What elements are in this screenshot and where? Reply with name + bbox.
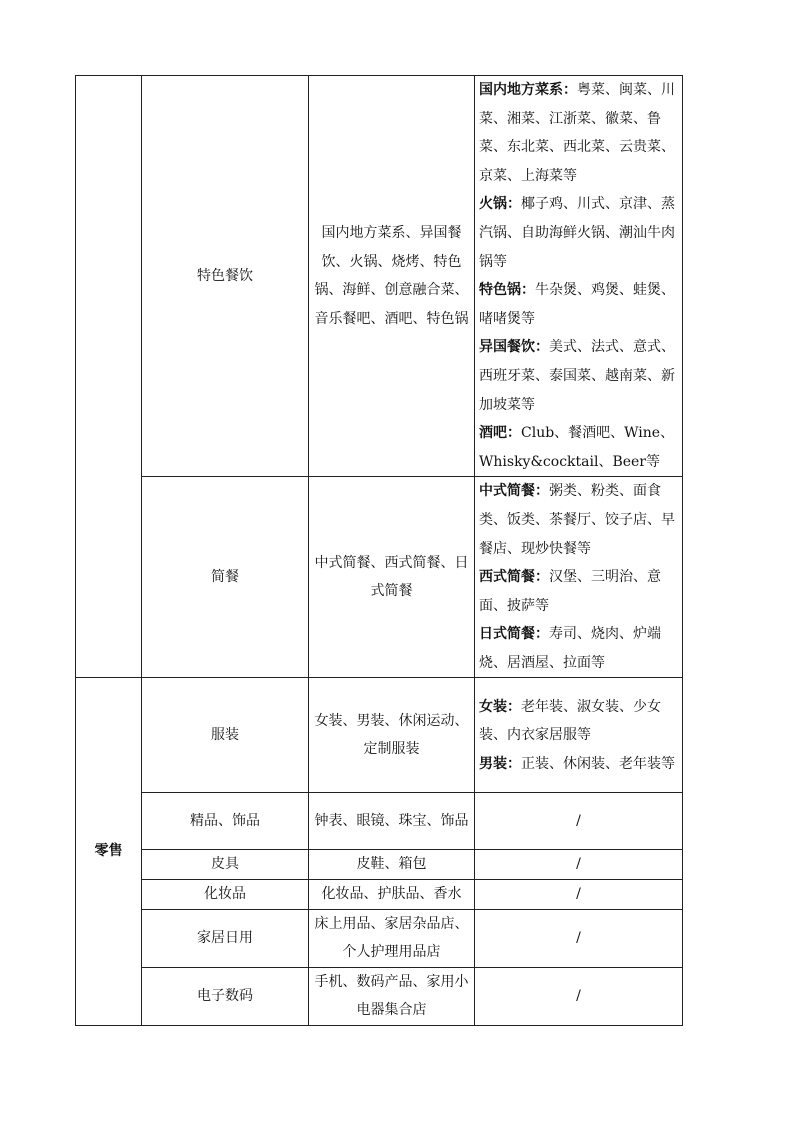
detail-label: 火锅 (479, 196, 507, 213)
subcategory-cell: 服装 (142, 678, 309, 793)
detail-paragraph (479, 190, 678, 276)
detail-cell: / (475, 909, 683, 967)
detail-text: 粥类、粉类、面食类、饭类、茶餐厅、饺子店、早餐店、现炒快餐等 (479, 483, 675, 557)
subcategory-cell: 皮具 (142, 850, 309, 880)
detail-label: 国内地方菜系 (479, 82, 563, 98)
scope-cell: 床上用品、家居杂品店、个人护理用品店 (309, 909, 475, 967)
table-row (76, 76, 683, 477)
category-cell-retail: 零售 (76, 678, 142, 1026)
table-row (76, 850, 683, 880)
detail-sep: ： (521, 282, 535, 299)
detail-sep: ： (507, 196, 521, 213)
category-cell-dining (76, 76, 142, 678)
detail-label: 异国餐饮 (479, 339, 535, 356)
detail-cell: / (475, 880, 683, 910)
detail-paragraph (479, 750, 678, 779)
subcategory-cell: 化妆品 (142, 880, 309, 910)
detail-text: 粤菜、闽菜、川菜、湘菜、江浙菜、徽菜、鲁菜、东北菜、西北菜、云贵菜、京菜、上海菜等 (479, 82, 675, 184)
detail-text: 美式、法式、意式、西班牙菜、泰国菜、越南菜、新加坡菜等 (479, 339, 675, 413)
scope-cell: 手机、数码产品、家用小电器集合店 (309, 967, 475, 1025)
detail-paragraph (479, 276, 678, 333)
detail-label: 女装 (479, 698, 507, 715)
detail-paragraph (479, 693, 678, 750)
scope-cell: 皮鞋、箱包 (309, 850, 475, 880)
detail-paragraph (479, 419, 678, 476)
detail-sep: ： (535, 626, 549, 643)
scope-cell: 中式简餐、西式简餐、日式简餐 (309, 477, 475, 678)
detail-sep: ： (535, 569, 549, 586)
detail-paragraph (479, 76, 678, 190)
detail-label: 中式简餐 (479, 483, 535, 500)
detail-cell: / (475, 967, 683, 1025)
table-row (76, 967, 683, 1025)
scope-cell: 国内地方菜系、异国餐饮、火锅、烧烤、特色锅、海鲜、创意融合菜、音乐餐吧、酒吧、特色锅 (309, 76, 475, 477)
detail-sep: ： (507, 755, 521, 772)
detail-sep: ： (535, 483, 549, 500)
subcategory-cell: 简餐 (142, 477, 309, 678)
detail-sep: ： (507, 425, 521, 442)
subcategory-cell: 电子数码 (142, 967, 309, 1025)
subcategory-cell: 精品、饰品 (142, 793, 309, 850)
detail-cell: / (475, 793, 683, 850)
detail-cell: / (475, 850, 683, 880)
detail-paragraph (479, 477, 678, 563)
detail-paragraph (479, 563, 678, 620)
detail-label: 酒吧 (479, 425, 507, 442)
detail-paragraph (479, 620, 678, 677)
detail-label: 西式简餐 (479, 569, 535, 586)
detail-text: Club、餐酒吧、Wine、Whisky&cocktail、Beer等 (479, 425, 675, 470)
detail-text: 正装、休闲装、老年装等 (521, 755, 675, 772)
detail-cell (475, 678, 683, 793)
table-row (76, 909, 683, 967)
detail-paragraph (479, 333, 678, 419)
detail-text: 汉堡、三明治、意面、披萨等 (479, 569, 661, 614)
scope-cell: 钟表、眼镜、珠宝、饰品 (309, 793, 475, 850)
business-category-table (75, 75, 683, 1026)
scope-cell: 女装、男装、休闲运动、定制服装 (309, 678, 475, 793)
detail-label: 特色锅 (479, 282, 521, 299)
detail-label: 男装 (479, 755, 507, 772)
table-row (76, 477, 683, 678)
detail-sep: ： (563, 82, 577, 98)
detail-sep: ： (535, 339, 549, 356)
detail-sep: ： (507, 698, 521, 715)
table-row (76, 793, 683, 850)
table-row (76, 880, 683, 910)
detail-cell (475, 477, 683, 678)
subcategory-cell: 家居日用 (142, 909, 309, 967)
detail-text: 牛杂煲、鸡煲、蛙煲、啫啫煲等 (479, 282, 675, 327)
scope-cell: 化妆品、护肤品、香水 (309, 880, 475, 910)
detail-cell (475, 76, 683, 477)
detail-label: 日式简餐 (479, 626, 535, 643)
subcategory-cell: 特色餐饮 (142, 76, 309, 477)
detail-text: 椰子鸡、川式、京津、蒸汽锅、自助海鲜火锅、潮汕牛肉锅等 (479, 196, 675, 270)
detail-text: 寿司、烧肉、炉端烧、居酒屋、拉面等 (479, 626, 661, 671)
detail-text: 老年装、淑女装、少女装、内衣家居服等 (479, 698, 661, 744)
table-row (76, 678, 683, 793)
